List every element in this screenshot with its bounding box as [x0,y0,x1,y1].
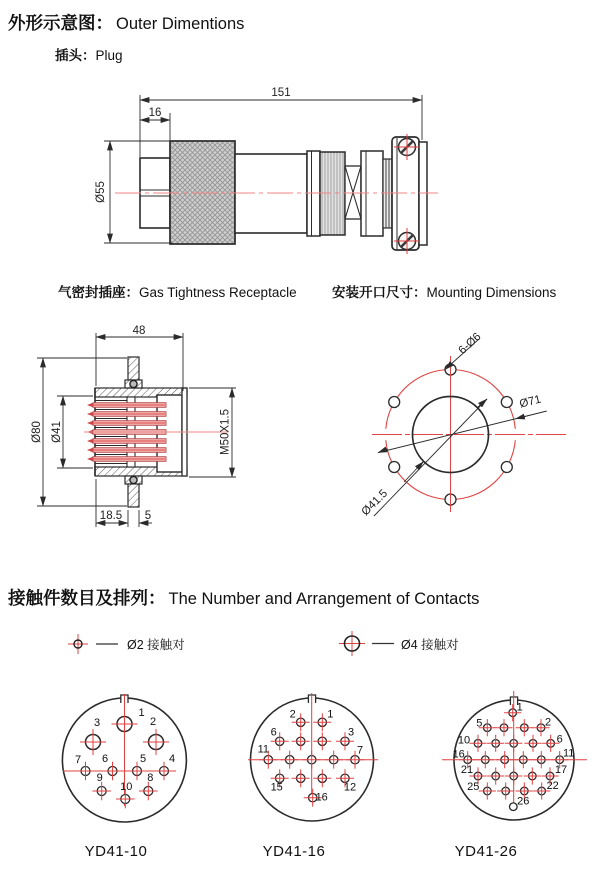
contact-number: 9 [96,772,103,784]
contact-faces-drawing [30,683,590,841]
contact-number: 6 [270,726,277,739]
contact-face-YD41-10 [62,694,186,822]
contact-face-YD41-16 [248,693,378,821]
contact-number: 1 [138,707,145,719]
large-contact-symbol-icon [334,630,396,657]
page-title-zh: 外形示意图： [8,13,113,33]
contact-number: 1 [516,701,523,714]
small-contact-symbol-icon [60,631,122,657]
caption-yd41-26: YD41-26 [454,843,518,860]
mounting-leaders [374,339,547,516]
contact-number: 21 [460,764,474,776]
legend-small-contact: Ø2 接触对 [60,631,185,657]
contact-number: 16 [452,748,465,761]
contact-number: 3 [347,726,355,739]
contact-number: 22 [546,780,559,792]
contact-number: 12 [343,781,357,794]
caption-yd41-16: YD41-16 [262,843,326,860]
contact-number: 6 [101,753,109,765]
dim-receptacle-od: Ø80 [31,421,43,443]
dim-plug-rear: 16 [148,107,162,119]
dim-mounting-bolt-circle: Ø71 [518,393,543,411]
caption-yd41-10: YD41-10 [84,843,148,860]
contact-number: 15 [270,781,283,794]
contact-number: 5 [476,717,483,730]
contact-number: 11 [562,747,575,760]
plug-drawing [95,85,445,270]
dim-receptacle-length: 48 [132,325,146,337]
contact-number: 10 [457,734,471,747]
contact-number: 11 [257,743,270,756]
contact-face-YD41-26 [442,691,587,820]
dim-plug-length: 151 [271,87,291,99]
legend-large-contact: Ø4 接触对 [334,630,459,657]
contact-number: 3 [93,717,101,729]
contact-number: 7 [356,744,364,757]
plug-label: 插头：Plug [55,48,123,63]
dim-plug-diameter: Ø55 [95,181,107,203]
contact-number: 8 [147,772,154,784]
contact-number: 7 [74,754,82,766]
contact-number: 16 [315,791,328,804]
contact-number: 25 [467,781,480,793]
contact-26 [510,803,518,811]
dim-mounting-holes: 6-Ø6 [456,330,484,357]
contact-number: 2 [149,716,157,728]
page-title-en: Outer Dimentions [116,15,245,33]
receptacle-body [84,357,228,507]
dim-mounting-opening: Ø41.5 [359,487,391,519]
seal-ring-top [130,380,137,387]
dim-receptacle-flange: 5 [144,510,152,522]
contact-number: 1 [327,708,334,721]
contact-number: 4 [168,753,176,765]
dim-receptacle-thread: M50X1.5 [219,408,232,456]
mounting-drawing [358,325,598,540]
mounting-label: 安装开口尺寸：Mounting Dimensions [332,285,557,300]
contacts-title: 接触件数目及排列： The Number and Arrangement of Contacts [8,588,480,608]
dim-receptacle-insert: Ø41 [51,421,63,443]
page-title [8,10,244,35]
contact-number: 26 [517,795,530,808]
contact-number: 5 [139,753,147,765]
contact-number: 2 [289,708,296,721]
receptacle-drawing [25,325,245,540]
contact-number: 17 [554,764,568,776]
dim-receptacle-depth: 18.5 [99,510,123,522]
seal-ring-bottom [130,476,137,483]
contact-number: 2 [544,716,552,729]
contact-number: 6 [556,733,563,746]
receptacle-label: 气密封插座：Gas Tightness Receptacle [58,285,297,300]
contact-number: 10 [120,781,133,793]
